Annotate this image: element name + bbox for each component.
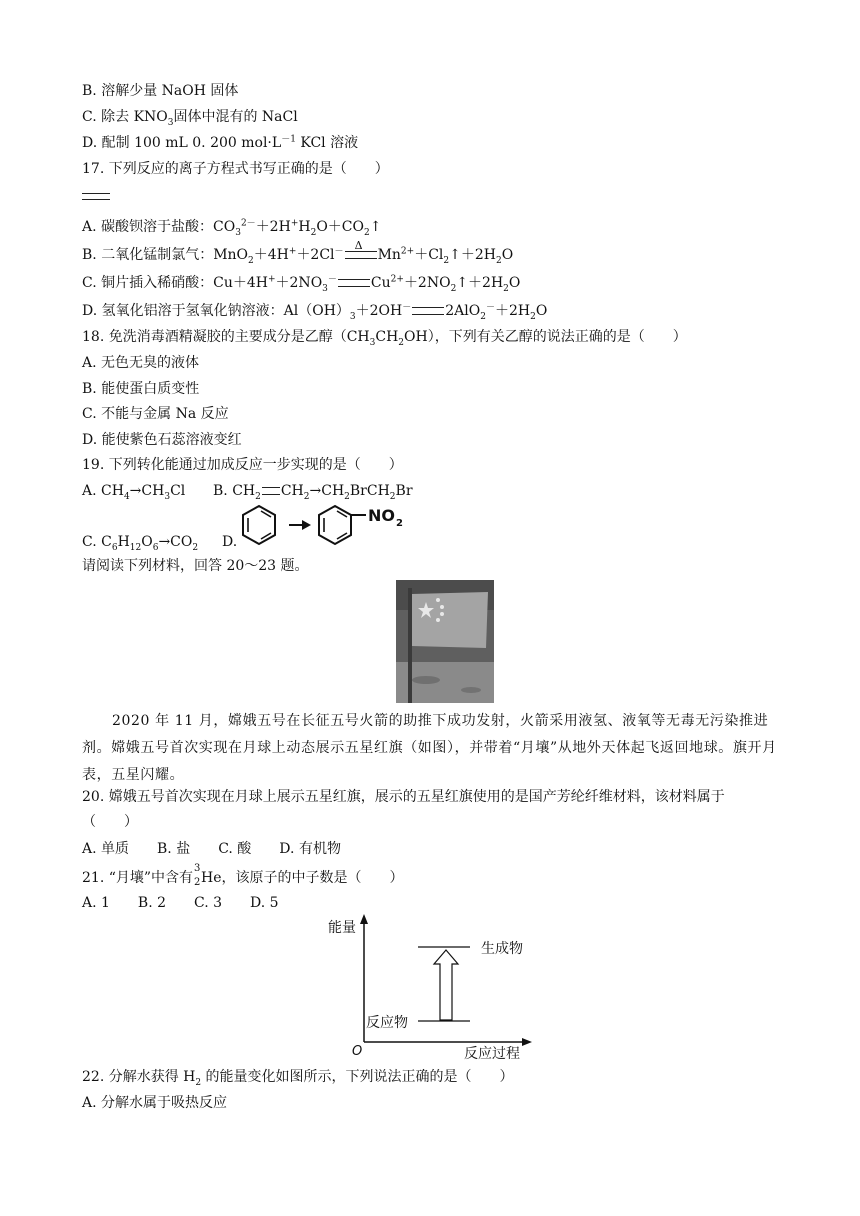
q19-option-d-label: D. <box>222 534 238 550</box>
flag-photo-drawing <box>396 580 494 703</box>
small-star-icon <box>436 598 440 602</box>
q22-stem: 22. 分解水获得 $H_2$ 的能量变化如图所示，下列说法正确的是（ ） <box>82 1069 514 1088</box>
q21-options: A. 1 B. 2 C. 3 D. 5 <box>82 895 279 911</box>
q19-option-c: C. $C_6H_{12}O_6\to CO_2$ <box>82 534 199 553</box>
double-line-mark <box>82 193 110 200</box>
q18-option-c: C. 不能与金属 Na 反应 <box>82 406 229 422</box>
q16-option-d: D. 配制 100 mL 0. 200 $mol\cdot L^{-1}$ KCl 溶液 <box>82 134 359 151</box>
energy-increase-arrow <box>434 950 458 1020</box>
y-axis-arrowhead <box>360 914 368 924</box>
origin-label: O <box>352 1044 363 1059</box>
q16-option-c: C. 除去 $KNO_3$固体中混有的 NaCl <box>82 109 298 128</box>
q17-option-c: C. 铜片插入稀硝酸：$Cu+4H^++2NO_3^-$ $Cu^{2+}+2NO_2↑+2H_2O$ <box>82 274 521 294</box>
q18-option-b: B. 能使蛋白质变性 <box>82 381 200 397</box>
nitro-subscript: 2 <box>396 518 403 529</box>
q17-option-a: A. 碳酸钡溶于盐酸：$CO_3^{2-}+2H^+H_2O+CO_2↑$ <box>82 218 382 238</box>
reaction-arrowhead <box>302 520 311 530</box>
crater <box>461 687 481 693</box>
small-star-icon <box>436 618 440 622</box>
q19-stem: 19. 下列转化能通过加成反应一步实现的是（ ） <box>82 457 403 473</box>
equals-sign <box>412 307 444 315</box>
q22-option-a: A. 分解水属于吸热反应 <box>82 1095 228 1111</box>
reading-intro: 请阅读下列材料，回答 20～23 题。 <box>82 558 309 574</box>
q18-option-a: A. 无色无臭的液体 <box>82 355 200 371</box>
heat-equals-sign: Δ <box>345 251 377 259</box>
q19-option-a: A. $CH_4\to CH_3Cl$ <box>82 483 186 502</box>
material-paragraph: 2020 年 11 月，嫦娥五号在长征五号火箭的助推下成功发射，火箭采用液氢、液氧等无毒无污染推进剂。嫦娥五号首次实现在月球上动态展示五星红旗（如图），并带着“月壤”从地外天体起飞返回地球。旗开月表，五星闪耀。 <box>82 713 777 783</box>
equals-sign <box>338 279 370 287</box>
flag-cloth <box>412 592 488 648</box>
q20-options: A. 单质 B. 盐 C. 酸 D. 有机物 <box>82 841 341 857</box>
q17-stem: 17. 下列反应的离子方程式书写正确的是（ ） <box>82 161 389 177</box>
x-axis-label: 反应过程 <box>464 1046 520 1062</box>
small-star-icon <box>440 612 444 616</box>
benzene-to-nitrobenzene-structure <box>236 502 416 550</box>
q17-option-b: B. 二氧化锰制氯气：MnO$_2$＋4H+＋2Cl－ Δ $Mn^{2+}+Cl_2↑+2H_2O$ <box>82 239 514 266</box>
flag-pole <box>408 588 412 703</box>
isotope-notation: 3 2 <box>194 863 201 888</box>
crater <box>412 676 440 684</box>
q20-paren: （ ） <box>82 814 138 830</box>
small-star-icon <box>440 605 444 609</box>
y-axis-label: 能量 <box>328 920 356 936</box>
q18-stem: 18. 免洗消毒酒精凝胶的主要成分是乙醇$(CH_3CH_2OH)$，下列有关乙醇的说法正确的是（ ） <box>82 329 687 348</box>
q19-option-b: B. $CH_2$ $CH_2\to CH_2BrCH_2Br$ <box>213 483 413 502</box>
q17-option-d: D. 氢氧化铝溶于氢氧化钠溶液：$Al(OH)_3+2OH^-$ $2AlO_2^-+2H_2O$ <box>82 302 548 322</box>
q21-stem: 21. “月壤”中含有 3 2 He，该原子的中子数是（ ） <box>82 863 404 888</box>
flag-on-moon-photo <box>396 580 494 703</box>
q16-option-b: B. 溶解少量 NaOH 固体 <box>82 83 239 99</box>
double-bond <box>262 487 280 495</box>
q18-option-d: D. 能使紫色石蕊溶液变红 <box>82 432 242 448</box>
energy-diagram <box>318 908 538 1064</box>
products-label: 生成物 <box>481 941 523 957</box>
q20-stem: 20. 嫦娥五号首次实现在月球上展示五星红旗，展示的五星红旗使用的是国产芳纶纤维材料，该材料属于 <box>82 789 725 805</box>
reactants-label: 反应物 <box>366 1015 408 1031</box>
nitro-group-label: NO <box>368 506 395 525</box>
x-axis-arrowhead <box>522 1038 532 1046</box>
